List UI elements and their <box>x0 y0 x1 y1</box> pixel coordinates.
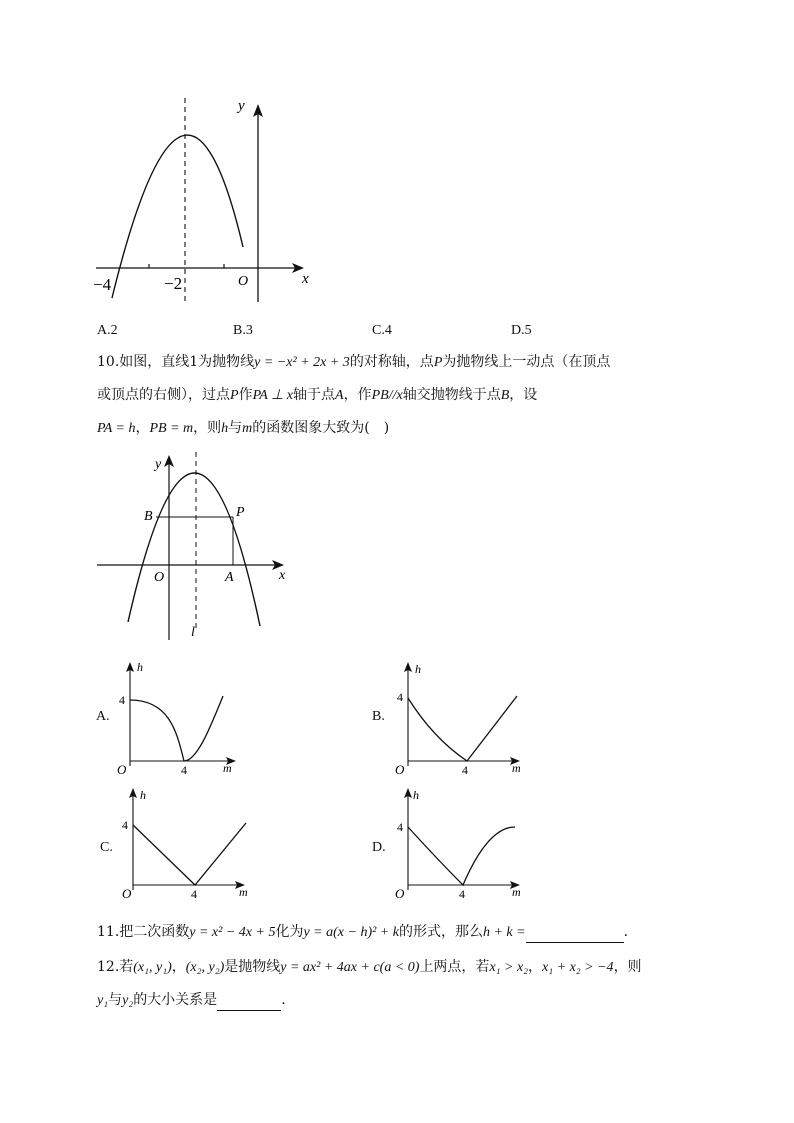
q11-equation: h + k = <box>482 925 526 940</box>
q10-var: B <box>500 388 510 403</box>
q12-var: (x₂, y₂) <box>185 960 225 975</box>
q10-var: m <box>242 421 253 436</box>
q11-line <box>97 922 628 943</box>
graph-curve <box>130 696 223 761</box>
q12-var: (x₁, y₁) <box>133 960 172 975</box>
q10-text: 作 <box>238 387 253 403</box>
q10-text: ，作 <box>343 387 372 403</box>
q10-option-b-graph[interactable] <box>393 658 528 776</box>
q11-text: 化为 <box>275 924 304 940</box>
tick-label-neg2: −2 <box>164 274 183 293</box>
q12-text: 的大小关系是 <box>133 992 218 1008</box>
x-label: x <box>279 568 286 583</box>
q11-text: 11.把二次函数 <box>97 924 190 940</box>
point-a-label: A <box>225 570 234 585</box>
q12-text: ，则 <box>613 959 642 975</box>
q9-option-c[interactable]: C.4 <box>372 323 392 338</box>
h-label: h <box>140 788 146 802</box>
origin-label: O <box>395 762 405 777</box>
q12-text: 与 <box>108 992 123 1008</box>
origin-label: O <box>122 886 132 901</box>
q10-option-c-letter[interactable]: C. <box>100 840 113 855</box>
graph-curve <box>133 823 246 885</box>
q12-text: ， <box>171 959 186 975</box>
y-tick-4: 4 <box>119 693 125 707</box>
q12-text: ， <box>528 959 543 975</box>
q10-line-2 <box>97 385 537 406</box>
graph-curve <box>408 696 517 761</box>
q11-equation: y = x² − 4x + 5 <box>189 925 276 940</box>
q10-parabola-figure <box>95 452 295 642</box>
m-label: m <box>512 761 521 775</box>
q10-text: 的函数图象大致为( ) <box>252 420 390 436</box>
x-tick-4: 4 <box>191 887 197 901</box>
q10-option-d-letter[interactable]: D. <box>372 840 386 855</box>
origin-label: O <box>154 570 165 585</box>
q10-line-3 <box>97 418 389 439</box>
y-label: y <box>155 457 162 472</box>
q12-text: . <box>281 992 286 1008</box>
q10-text: 或顶点的右侧），过点 <box>97 387 230 403</box>
m-label: m <box>512 885 521 899</box>
q12-text: 12.若 <box>97 959 134 975</box>
h-label: h <box>413 788 419 802</box>
q12-var: x₁ + x₂ > −4 <box>542 960 614 975</box>
q12-var: x₁ > x₂ <box>489 960 529 975</box>
x-tick-4: 4 <box>181 763 187 777</box>
q12-line-1 <box>97 957 642 978</box>
q10-var: PA ⊥ x <box>252 388 294 403</box>
line-l-label: l <box>191 625 195 640</box>
graph-curve <box>408 827 515 885</box>
q10-option-c-graph[interactable] <box>118 785 253 900</box>
q10-var: PB//x <box>371 388 403 403</box>
q10-option-a-letter[interactable]: A. <box>96 709 110 724</box>
y-tick-4: 4 <box>122 818 128 832</box>
q10-text: 10.如图，直线1为抛物线 <box>97 354 255 370</box>
y-label: y <box>238 98 245 114</box>
q10-line-1 <box>97 352 610 373</box>
q10-text: 的对称轴，点 <box>349 354 434 370</box>
q10-text: ，设 <box>509 387 538 403</box>
x-label: x <box>302 271 309 287</box>
q10-option-b-letter[interactable]: B. <box>372 709 385 724</box>
q12-equation: y = ax² + 4ax + c(a < 0) <box>280 960 420 975</box>
m-label: m <box>239 885 248 899</box>
q11-text: . <box>623 924 629 940</box>
y-tick-4: 4 <box>397 690 403 704</box>
h-label: h <box>415 662 421 676</box>
q10-text: 轴于点 <box>293 387 336 403</box>
q12-text: 是抛物线 <box>224 959 281 975</box>
point-b-label: B <box>144 509 153 524</box>
origin-label: O <box>238 274 249 289</box>
q11-answer-blank[interactable] <box>526 926 624 943</box>
origin-label: O <box>117 762 127 777</box>
q10-var: P <box>230 388 239 403</box>
point-p-label: P <box>236 505 245 520</box>
q12-line-2 <box>97 990 286 1011</box>
q9-option-a[interactable]: A.2 <box>97 323 118 338</box>
q10-text: ， <box>135 420 150 436</box>
q9-option-d[interactable]: D.5 <box>511 323 532 338</box>
q10-text: ，则 <box>193 420 222 436</box>
q10-text: 轴交抛物线于点 <box>402 387 501 403</box>
q12-var: y₁ <box>97 993 109 1008</box>
q10-var: h <box>221 421 229 436</box>
q9-parabola-figure <box>90 90 330 310</box>
m-label: m <box>223 761 232 775</box>
q9-option-b[interactable]: B.3 <box>233 323 253 338</box>
y-tick-4: 4 <box>397 820 403 834</box>
parabola-curve <box>128 473 260 626</box>
q12-text: 上两点，若 <box>419 959 490 975</box>
origin-label: O <box>395 886 405 901</box>
q12-var: y₂ <box>122 993 134 1008</box>
tick-label-neg4: −4 <box>93 275 112 294</box>
q11-equation: y = a(x − h)² + k <box>303 925 399 940</box>
q10-var: PA = h <box>97 421 136 436</box>
q10-equation: y = −x² + 2x + 3 <box>254 355 350 370</box>
q10-var: A <box>335 388 344 403</box>
q10-option-a-graph[interactable] <box>115 658 245 776</box>
x-tick-4: 4 <box>462 763 468 777</box>
h-label: h <box>137 660 143 674</box>
q12-answer-blank[interactable] <box>217 994 281 1011</box>
x-tick-4: 4 <box>459 887 465 901</box>
q11-text: 的形式，那么 <box>398 924 483 940</box>
q10-text: 为抛物线上一动点（在顶点 <box>442 354 611 370</box>
q10-text: 与 <box>228 420 243 436</box>
q10-var: P <box>433 355 443 370</box>
q10-option-d-graph[interactable] <box>393 785 528 900</box>
q10-var: PB = m <box>149 421 194 436</box>
